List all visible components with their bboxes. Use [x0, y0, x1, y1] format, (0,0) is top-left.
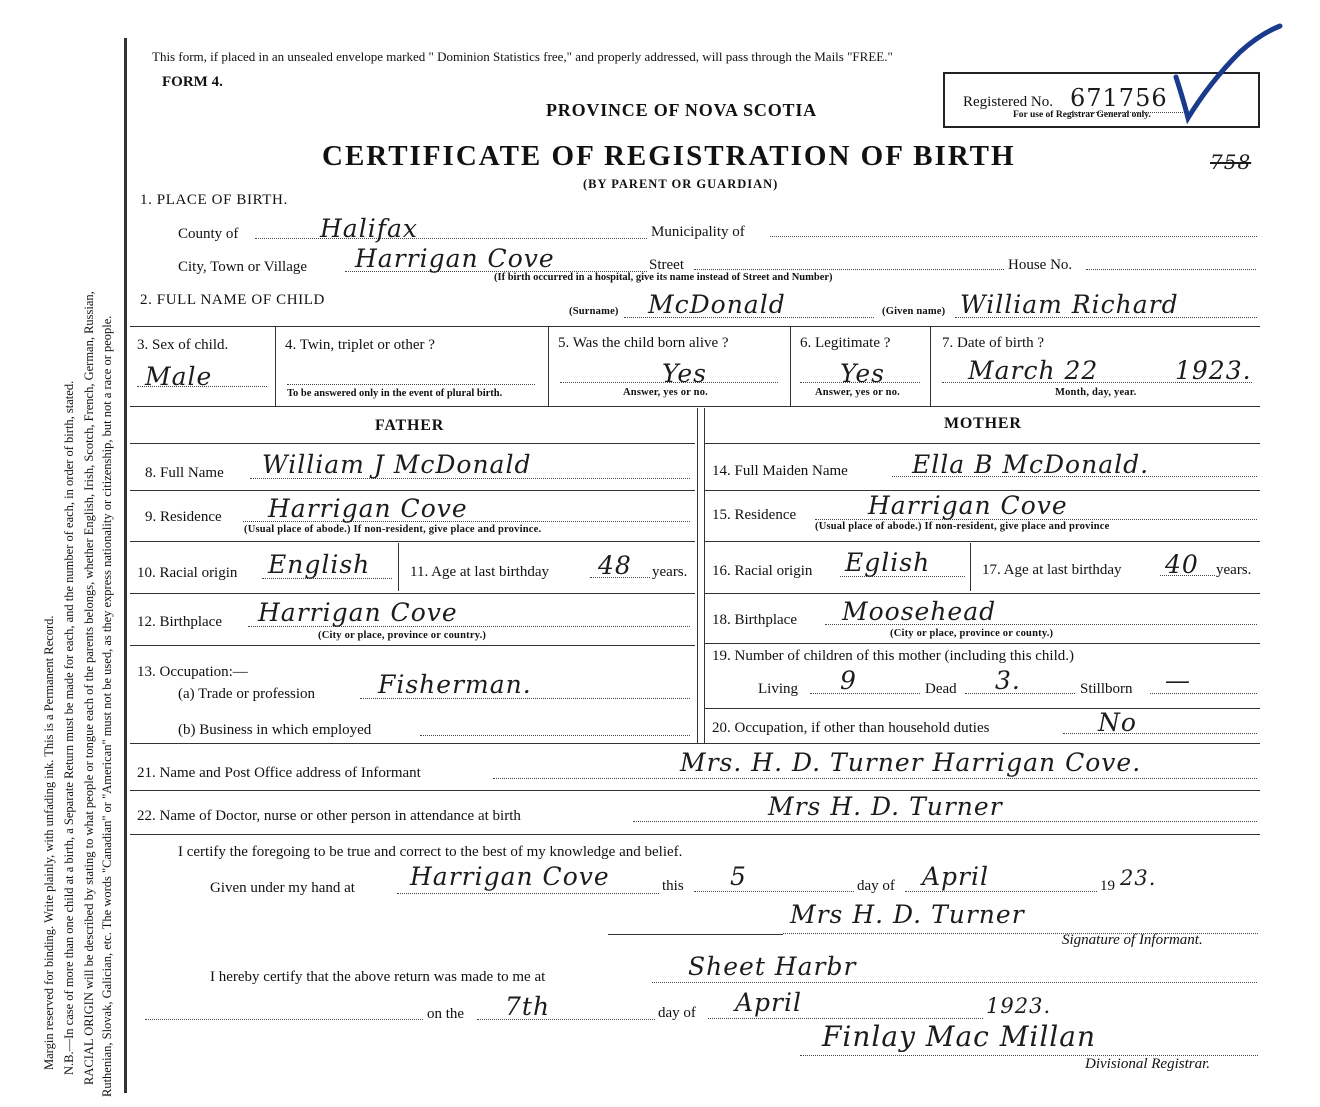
- city-value: Harrigan Cove: [355, 244, 555, 273]
- stillborn-label: Stillborn: [1080, 681, 1133, 697]
- certify-dayof-label: day of: [857, 878, 895, 894]
- registrar-month-value: April: [735, 988, 802, 1017]
- mother-residence-value: Harrigan Cove: [868, 491, 1068, 520]
- father-name-value: William J McDonald: [262, 450, 532, 479]
- living-value: 9: [840, 666, 857, 695]
- certify-text: I certify the foregoing to be true and correct to the best of my knowledge and belief.: [178, 844, 683, 860]
- father-residence-note: (Usual place of abode.) If non-resident, give place and province.: [244, 524, 542, 535]
- surname-value: McDonald: [648, 290, 786, 319]
- father-name-label: 8. Full Name: [145, 465, 224, 481]
- stillborn-value: —: [1165, 666, 1191, 695]
- form-number: FORM 4.: [162, 74, 223, 90]
- date-of-birth-month: March 22: [968, 356, 1099, 385]
- registered-label: Registered No.: [963, 94, 1053, 110]
- father-residence-value: Harrigan Cove: [268, 494, 468, 523]
- this-label: this: [662, 878, 684, 894]
- informant-signature-label: Signature of Informant.: [1062, 932, 1203, 948]
- mother-age-label: 17. Age at last birthday: [982, 562, 1122, 578]
- father-occupation-label: 13. Occupation:—: [137, 664, 248, 680]
- given-name-value: William Richard: [960, 290, 1179, 319]
- on-the-label: on the: [427, 1006, 465, 1022]
- legitimate-label: 6. Legitimate ?: [800, 335, 891, 351]
- page-subtitle: (BY PARENT OR GUARDIAN): [583, 177, 779, 191]
- father-heading: FATHER: [375, 417, 445, 434]
- mailing-notice: This form, if placed in an unsealed envelope marked " Dominion Statistics free," and properly addressed, will pass through the Mails "FREE.": [152, 49, 893, 64]
- child-name-label: 2. FULL NAME OF CHILD: [140, 292, 325, 308]
- attendant-label: 22. Name of Doctor, nurse or other person in attendance at birth: [137, 808, 521, 824]
- living-label: Living: [758, 681, 798, 697]
- children-count-label: 19. Number of children of this mother (including this child.): [712, 648, 1075, 664]
- mother-heading: MOTHER: [944, 415, 1022, 432]
- margin-line-1: Margin reserved for binding. Write plainly, with unfading ink. This is a Permanent Record.: [42, 615, 56, 1070]
- father-age-label: 11. Age at last birthday: [410, 564, 549, 580]
- registrar-place-value: Sheet Harbr: [688, 952, 857, 981]
- mother-name-label: 14. Full Maiden Name: [712, 463, 848, 479]
- born-alive-note: Answer, yes or no.: [623, 387, 708, 398]
- registrar-note: For use of Registrar General only.: [1013, 110, 1151, 120]
- dead-value: 3.: [995, 666, 1021, 695]
- registrar-year-value: 1923.: [986, 994, 1052, 1018]
- born-alive-value: Yes: [662, 359, 707, 388]
- given-place-value: Harrigan Cove: [410, 862, 610, 891]
- date-of-birth-note: Month, day, year.: [1055, 387, 1137, 398]
- attendant-value: Mrs H. D. Turner: [768, 792, 1003, 821]
- father-birthplace-note: (City or place, province or country.): [318, 630, 487, 641]
- county-value: Halifax: [320, 214, 418, 243]
- margin-line-2: N.B.—In case of more than one child at a birth, a Separate Return must be made for each, and the number of each, in order of birth, stated.: [62, 380, 76, 1075]
- registrar-certify-text: I hereby certify that the above return was made to me at: [210, 969, 546, 985]
- informant-label: 21. Name and Post Office address of Informant: [137, 765, 421, 781]
- born-alive-label: 5. Was the child born alive ?: [558, 335, 729, 351]
- mother-residence-note: (Usual place of abode.) If non-resident, give place and province: [815, 521, 1110, 532]
- registered-number: 671756: [1070, 84, 1168, 112]
- place-of-birth-label: 1. PLACE OF BIRTH.: [140, 192, 288, 208]
- mother-residence-label: 15. Residence: [712, 507, 797, 523]
- informant-signature: Mrs H. D. Turner: [790, 900, 1025, 929]
- date-of-birth-year: 1923.: [1175, 356, 1252, 385]
- province-heading: PROVINCE OF NOVA SCOTIA: [546, 100, 817, 120]
- sex-label: 3. Sex of child.: [137, 337, 229, 353]
- sex-value: Male: [145, 362, 213, 391]
- business-label: (b) Business in which employed: [178, 722, 372, 738]
- registrar-day-value: 7th: [505, 992, 551, 1021]
- registrar-signature: Finlay Mac Millan: [822, 1020, 1096, 1053]
- mother-age-value: 40: [1165, 550, 1199, 579]
- father-race-value: English: [268, 550, 371, 579]
- mother-race-value: Eglish: [845, 548, 931, 577]
- margin-line-3: RACIAL ORIGIN will be described by stating to what people or tongue each of the parents belongs, whether English, Irish, Scotch, French, German, Russian,: [82, 291, 96, 1085]
- father-race-label: 10. Racial origin: [137, 565, 238, 581]
- trade-label: (a) Trade or profession: [178, 686, 316, 702]
- check-mark-icon: [1170, 22, 1290, 127]
- certify-year-prefix: 19: [1100, 878, 1115, 894]
- county-label: County of: [178, 226, 239, 242]
- date-of-birth-label: 7. Date of birth ?: [942, 335, 1045, 351]
- legitimate-note: Answer, yes or no.: [815, 387, 900, 398]
- margin-line-4: Ruthenian, Slovak, Galician, etc. The words "Canadian" or "American" must not be used, as they express nationality or citizenship, but not a race or people.: [100, 315, 114, 1097]
- mother-birthplace-note: (City or place, province or county.): [890, 628, 1054, 639]
- mother-occupation-value: No: [1098, 708, 1137, 737]
- given-name-label: (Given name): [882, 306, 946, 317]
- city-label: City, Town or Village: [178, 259, 308, 275]
- mother-age-unit: years.: [1216, 562, 1252, 578]
- father-birthplace-value: Harrigan Cove: [258, 598, 458, 627]
- trade-value: Fisherman.: [378, 670, 532, 699]
- house-number-label: House No.: [1008, 257, 1073, 273]
- registrar-signature-label: Divisional Registrar.: [1085, 1056, 1211, 1072]
- street-label: Street: [649, 257, 684, 273]
- given-under-label: Given under my hand at: [210, 880, 355, 896]
- page-title: CERTIFICATE OF REGISTRATION OF BIRTH: [322, 140, 1016, 172]
- registrar-dayof-label: day of: [658, 1005, 696, 1021]
- margin-rule: [124, 38, 127, 1093]
- municipality-label: Municipality of: [651, 224, 745, 240]
- father-age-unit: years.: [652, 564, 688, 580]
- certify-day-value: 5: [730, 862, 747, 891]
- legitimate-value: Yes: [840, 359, 885, 388]
- father-birthplace-label: 12. Birthplace: [137, 614, 222, 630]
- mother-name-value: Ella B McDonald.: [912, 450, 1150, 479]
- father-residence-label: 9. Residence: [145, 509, 222, 525]
- informant-value: Mrs. H. D. Turner Harrigan Cove.: [680, 748, 1142, 777]
- father-age-value: 48: [598, 551, 632, 580]
- certify-year-value: 23.: [1120, 866, 1157, 890]
- certify-month-value: April: [922, 862, 989, 891]
- street-note: (If birth occurred in a hospital, give its name instead of Street and Number): [494, 272, 833, 283]
- dead-label: Dead: [925, 681, 957, 697]
- mother-birthplace-value: Moosehead: [842, 597, 997, 626]
- mother-occupation-label: 20. Occupation, if other than household duties: [712, 720, 990, 736]
- mother-race-label: 16. Racial origin: [712, 563, 813, 579]
- mother-birthplace-label: 18. Birthplace: [712, 612, 797, 628]
- twin-label: 4. Twin, triplet or other ?: [285, 337, 435, 353]
- corner-mark: 758: [1210, 150, 1252, 174]
- surname-label: (Surname): [569, 306, 619, 317]
- twin-note: To be answered only in the event of plural birth.: [287, 388, 503, 399]
